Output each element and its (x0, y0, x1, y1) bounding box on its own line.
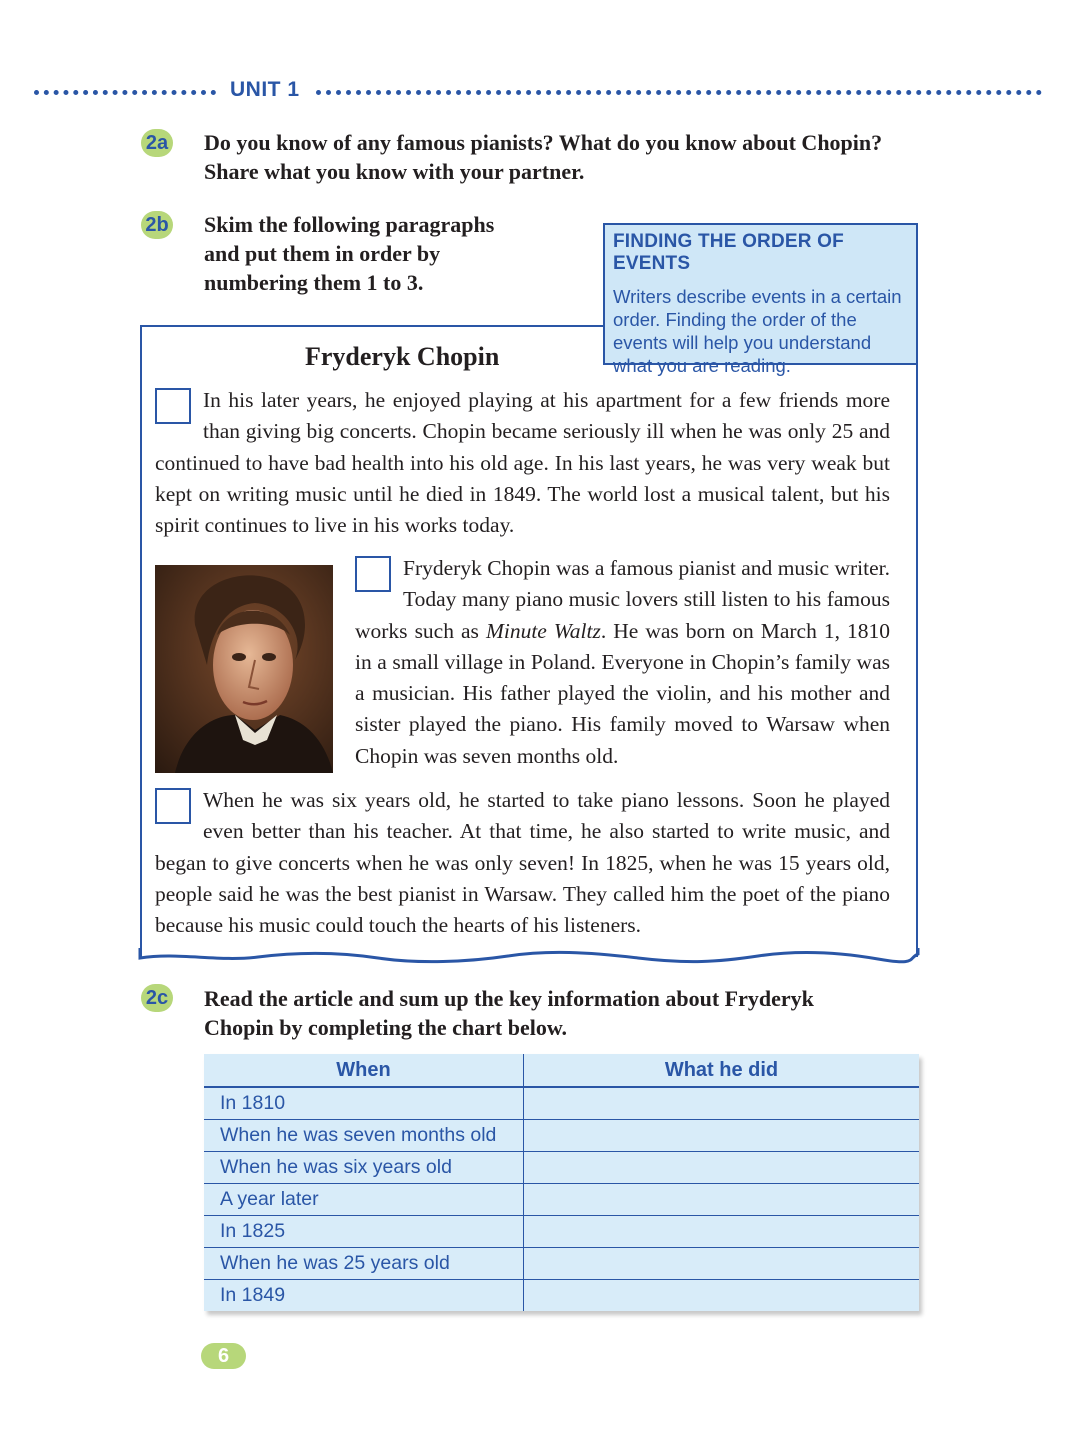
reading-tip-box (603, 223, 918, 376)
paragraph-2-text-start: Fryderyk Chopin was a famous pianist and music writer. Today many piano music lovers still listen to his famous works such as (355, 556, 890, 643)
task-2b-line-2: and put them in order by (204, 241, 441, 266)
when-cell: When he was seven months old (204, 1120, 524, 1152)
task-badge-2b: 2b (141, 211, 173, 239)
tip-title: FINDING THE ORDER OF EVENTS (613, 231, 844, 274)
task-2a-instruction (204, 128, 882, 186)
key-information-chart (204, 1054, 919, 1311)
page-number: 6 (201, 1343, 246, 1369)
chopin-portrait-image (155, 565, 333, 773)
answer-cell[interactable] (524, 1248, 920, 1280)
table-row (204, 1120, 919, 1152)
task-badge-2a: 2a (141, 129, 173, 157)
when-cell: When he was six years old (204, 1152, 524, 1184)
answer-cell[interactable] (524, 1184, 920, 1216)
table-row (204, 1087, 919, 1120)
order-number-box-2[interactable] (355, 556, 391, 592)
order-number-box-3[interactable] (155, 788, 191, 824)
task-2b-instruction (204, 210, 494, 297)
paragraph-3-text: When he was six years old, he started to take piano lessons. Soon he played even better than his teacher. At that time, he also started to write music, and began to give concerts when he was only seven! In 1825, when he was 15 years old, people said he was the best pianist in Warsaw. They called him the poet of the piano because his music could touch the hearts of his listeners. (155, 788, 890, 938)
when-cell: A year later (204, 1184, 524, 1216)
task-2a-line-2: Share what you know with your partner. (204, 159, 585, 184)
answer-cell[interactable] (524, 1152, 920, 1184)
task-2a-line-1: Do you know of any famous pianists? What do you know about Chopin? (204, 130, 883, 155)
table-row (204, 1184, 919, 1216)
unit-header (34, 78, 1044, 104)
paragraph-2-text-end: . He was born on March 1, 1810 in a small village in Poland. Everyone in Chopin’s family was a musician. His father played the violin, and his mother and sister played the piano. His family moved to Warsaw when Chopin was seven months old. (355, 618, 891, 768)
answer-cell[interactable] (524, 1216, 920, 1248)
table-row (204, 1280, 919, 1312)
when-cell: When he was 25 years old (204, 1248, 524, 1280)
when-cell: In 1825 (204, 1216, 524, 1248)
column-header-when: When (204, 1054, 524, 1087)
table-row (204, 1152, 919, 1184)
answer-cell[interactable] (524, 1120, 920, 1152)
answer-cell[interactable] (524, 1087, 920, 1120)
task-2c-line-2: Chopin by completing the chart below. (204, 1015, 568, 1040)
task-2c-line-1: Read the article and sum up the key information about Fryderyk (204, 986, 814, 1011)
task-2b-line-1: Skim the following paragraphs (204, 212, 495, 237)
task-2b-line-3: numbering them 1 to 3. (204, 270, 424, 295)
when-cell: In 1810 (204, 1087, 524, 1120)
table-row (204, 1248, 919, 1280)
dotted-rule-left (34, 90, 216, 95)
unit-label: UNIT 1 (230, 78, 300, 101)
when-cell: In 1849 (204, 1280, 524, 1312)
paragraph-1-text: In his later years, he enjoyed playing at his apartment for a few friends more than giving big concerts. Chopin became seriously ill when he was only 25 and continued to have bad health into his old age. In his last years, he was very weak but kept on writing music until he died in 1849. The world lost a musical talent, but his spirit continues to live in his works today. (155, 388, 890, 538)
task-badge-2c: 2c (141, 984, 173, 1012)
chart-header-row (204, 1054, 919, 1087)
dotted-rule-right (316, 90, 1042, 95)
answer-cell[interactable] (524, 1280, 920, 1312)
table-row (204, 1216, 919, 1248)
article-paragraph-1 (155, 385, 890, 541)
column-header-what-he-did: What he did (524, 1054, 920, 1087)
work-title-minute-waltz: Minute Waltz (485, 618, 601, 643)
tip-text: Writers describe events in a certain order. Finding the order of the events will help you understand what you are reading. (613, 286, 902, 376)
article-paragraph-2 (355, 553, 890, 772)
order-number-box-1[interactable] (155, 388, 191, 424)
article-title: Fryderyk Chopin (305, 342, 500, 371)
article-paragraph-3 (155, 785, 890, 941)
article-wavy-border (138, 948, 920, 966)
task-2c-instruction (204, 984, 814, 1042)
